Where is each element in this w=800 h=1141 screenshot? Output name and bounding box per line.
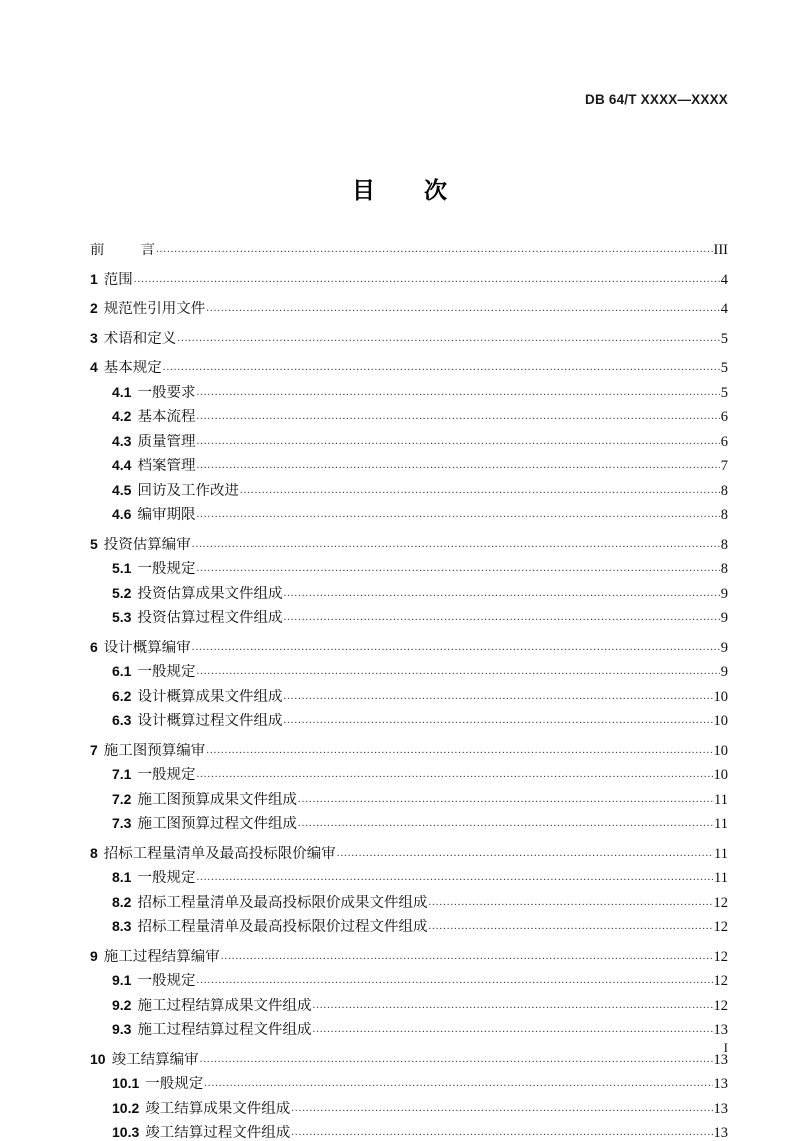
toc-entry-page-number: 6 xyxy=(720,433,728,449)
toc-entry-label xyxy=(90,640,191,656)
toc-entry-text: 竣工结算过程文件组成 xyxy=(145,1125,291,1141)
toc-entry[interactable] xyxy=(90,713,728,729)
toc-entry-label xyxy=(90,846,336,862)
toc-entry-number: 4.5 xyxy=(112,482,132,498)
toc-entry-label xyxy=(112,816,297,832)
toc-entry-page-number: 8 xyxy=(720,536,728,552)
toc-entry-page-number: 13 xyxy=(713,1022,728,1038)
toc-leader-dots xyxy=(196,872,713,883)
toc-entry[interactable] xyxy=(90,1101,728,1117)
toc-entry-label xyxy=(90,272,133,288)
toc-leader-dots xyxy=(240,485,720,496)
toc-entry-label xyxy=(112,689,282,705)
toc-leader-dots xyxy=(196,436,719,447)
toc-entry-text: 施工图预算编审 xyxy=(103,742,206,758)
toc-entry-number: 4.4 xyxy=(112,458,132,473)
toc-entry-number: 4.6 xyxy=(112,507,132,522)
page-title: 目 次 xyxy=(352,177,448,203)
toc-leader-dots xyxy=(177,333,719,344)
toc-entry-page-number: 12 xyxy=(713,973,728,989)
toc-entry-number: 5.3 xyxy=(112,610,132,625)
toc-leader-dots xyxy=(206,303,719,314)
toc-entry[interactable] xyxy=(90,243,728,258)
toc-entry-label xyxy=(112,1125,290,1141)
toc-entry-prefix: 前 xyxy=(90,243,105,258)
toc-entry[interactable] xyxy=(90,767,728,783)
toc-leader-dots xyxy=(192,539,720,550)
toc-entry-page-number: 5 xyxy=(720,330,728,346)
toc-entry-number: 1 xyxy=(90,271,98,287)
toc-entry-label xyxy=(112,664,195,680)
toc-entry[interactable] xyxy=(90,360,728,376)
toc-entry-text: 基本流程 xyxy=(137,409,196,425)
toc-entry-label xyxy=(112,1022,311,1038)
toc-leader-dots xyxy=(204,1078,712,1089)
toc-entry-label xyxy=(90,331,176,347)
toc-entry-label xyxy=(90,949,220,965)
toc-entry-label xyxy=(112,385,195,401)
toc-leader-dots xyxy=(196,666,719,677)
toc-entry-label xyxy=(112,870,195,886)
toc-entry[interactable] xyxy=(90,434,728,450)
toc-leader-dots xyxy=(196,460,719,471)
toc-entry-text: 招标工程量清单及最高投标限价过程文件组成 xyxy=(137,919,428,935)
toc-entry-number: 7.3 xyxy=(112,816,132,831)
toc-entry-text: 竣工结算成果文件组成 xyxy=(145,1100,291,1116)
toc-entry-text: 投资估算过程文件组成 xyxy=(137,610,283,626)
toc-entry-page-number: 13 xyxy=(713,1125,728,1141)
toc-entry-label xyxy=(112,586,282,602)
toc-entry[interactable] xyxy=(90,610,728,626)
toc-entry-number: 4.2 xyxy=(112,409,132,424)
toc-entry-number: 8.1 xyxy=(112,870,132,885)
toc-entry[interactable] xyxy=(90,949,728,965)
toc-entry[interactable] xyxy=(90,743,728,759)
toc-entry-label xyxy=(112,792,297,808)
toc-entry-page-number: 11 xyxy=(714,870,728,886)
toc-entry-number: 3 xyxy=(90,330,98,346)
toc-leader-dots xyxy=(428,897,712,908)
toc-entry[interactable] xyxy=(90,458,728,474)
toc-entry[interactable] xyxy=(90,689,728,705)
toc-entry-label xyxy=(112,998,311,1014)
table-of-contents xyxy=(90,243,728,1141)
toc-entry[interactable] xyxy=(90,870,728,886)
toc-entry[interactable] xyxy=(90,816,728,832)
toc-entry-number: 9.3 xyxy=(112,1022,132,1037)
standard-number-header: DB 64/T XXXX—XXXX xyxy=(585,92,728,107)
toc-entry-page-number: 10 xyxy=(713,742,728,758)
toc-entry-label xyxy=(112,713,282,729)
toc-entry[interactable] xyxy=(90,792,728,808)
toc-entry[interactable] xyxy=(90,664,728,680)
toc-entry-text: 一般规定 xyxy=(137,767,196,783)
toc-leader-dots xyxy=(221,951,713,962)
toc-leader-dots xyxy=(196,411,719,422)
toc-entry-page-number: 9 xyxy=(720,639,728,655)
toc-entry-page-number: 10 xyxy=(713,688,728,704)
toc-entry-text: 设计概算成果文件组成 xyxy=(137,688,283,704)
toc-entry[interactable] xyxy=(90,640,728,656)
toc-entry-page-number: 13 xyxy=(713,1100,728,1116)
toc-entry-number: 7.2 xyxy=(112,791,132,807)
toc-entry-text: 基本规定 xyxy=(103,360,162,376)
toc-entry-page-number: 6 xyxy=(720,409,728,425)
toc-entry-number: 6.1 xyxy=(112,664,132,679)
toc-entry-label xyxy=(112,1076,203,1092)
toc-entry-number: 8 xyxy=(90,845,98,861)
toc-entry-page-number: 9 xyxy=(720,585,728,601)
toc-entry-page-number: 7 xyxy=(720,458,728,474)
toc-entry-number: 5.2 xyxy=(112,585,132,601)
toc-entry-page-number: 10 xyxy=(713,713,728,729)
toc-entry-label xyxy=(112,1101,290,1117)
toc-entry-number: 4.1 xyxy=(112,384,132,400)
toc-entry[interactable] xyxy=(90,331,728,347)
toc-entry[interactable] xyxy=(90,537,728,553)
toc-entry-text: 投资估算编审 xyxy=(103,536,191,552)
toc-entry-page-number: 10 xyxy=(713,767,728,783)
toc-entry-number: 6.3 xyxy=(112,713,132,728)
toc-entry-page-number: 12 xyxy=(713,894,728,910)
toc-leader-dots xyxy=(163,362,720,373)
toc-entry-label xyxy=(112,434,195,450)
toc-entry-number: 2 xyxy=(90,301,98,316)
toc-entry-text: 招标工程量清单及最高投标限价成果文件组成 xyxy=(137,894,428,910)
toc-leader-dots xyxy=(298,818,713,829)
toc-entry-page-number: 8 xyxy=(720,507,728,523)
toc-leader-dots xyxy=(312,1000,712,1011)
toc-leader-dots xyxy=(312,1024,712,1035)
toc-entry-text: 范围 xyxy=(103,271,133,287)
toc-entry-number: 5 xyxy=(90,536,98,552)
toc-entry-page-number: 5 xyxy=(720,384,728,400)
toc-leader-dots xyxy=(196,769,712,780)
toc-entry-text: 施工过程结算成果文件组成 xyxy=(137,997,312,1013)
toc-entry-text: 施工过程结算过程文件组成 xyxy=(137,1022,312,1038)
toc-leader-dots xyxy=(196,975,712,986)
toc-leader-dots xyxy=(291,1127,712,1138)
toc-entry-number: 4.3 xyxy=(112,433,132,449)
toc-entry-text: 设计概算编审 xyxy=(103,639,191,655)
toc-entry-number: 6 xyxy=(90,639,98,655)
toc-leader-dots xyxy=(156,244,713,255)
toc-entry[interactable] xyxy=(90,973,728,989)
toc-entry-page-number: 11 xyxy=(714,816,728,832)
toc-entry-page-number: 5 xyxy=(720,360,728,376)
toc-entry-text: 一般规定 xyxy=(145,1076,204,1092)
toc-entry-number: 9.2 xyxy=(112,997,132,1013)
toc-entry-text: 投资估算成果文件组成 xyxy=(137,585,283,601)
toc-entry-text: 招标工程量清单及最高投标限价编审 xyxy=(103,845,336,861)
toc-entry-label xyxy=(112,458,195,474)
toc-entry-text: 施工图预算成果文件组成 xyxy=(137,791,297,807)
toc-leader-dots xyxy=(206,745,712,756)
toc-entry-label xyxy=(112,507,195,523)
toc-leader-dots xyxy=(283,588,719,599)
toc-entry-label xyxy=(112,895,427,911)
toc-entry-label xyxy=(112,409,195,425)
toc-leader-dots xyxy=(428,921,712,932)
toc-entry[interactable] xyxy=(90,586,728,602)
toc-entry-label xyxy=(112,767,195,783)
toc-entry-page-number: 11 xyxy=(714,791,728,807)
toc-entry-text: 质量管理 xyxy=(137,433,196,449)
toc-entry[interactable] xyxy=(90,301,728,317)
toc-entry-page-number: 12 xyxy=(713,948,728,964)
toc-entry-label xyxy=(90,537,191,553)
toc-leader-dots xyxy=(196,563,719,574)
toc-entry-text: 施工图预算过程文件组成 xyxy=(137,816,297,832)
toc-leader-dots xyxy=(298,794,713,805)
toc-entry[interactable] xyxy=(90,1076,728,1092)
toc-entry-text: 编审期限 xyxy=(137,507,196,523)
toc-entry-text: 竣工结算编审 xyxy=(111,1051,199,1067)
toc-entry[interactable] xyxy=(90,483,728,499)
toc-entry-text: 一般规定 xyxy=(137,973,196,989)
toc-entry-label xyxy=(112,973,195,989)
toc-entry[interactable] xyxy=(90,1125,728,1141)
toc-entry-page-number: 13 xyxy=(713,1076,728,1092)
toc-entry-number: 7 xyxy=(90,742,98,758)
toc-entry-page-number: 11 xyxy=(714,845,728,861)
toc-entry-text: 一般规定 xyxy=(137,561,196,577)
toc-entry[interactable] xyxy=(90,1022,728,1038)
toc-leader-dots xyxy=(196,387,719,398)
toc-leader-dots xyxy=(337,848,713,859)
toc-entry-number: 9 xyxy=(90,948,98,964)
toc-entry-text: 言 xyxy=(140,243,155,258)
toc-entry-text: 施工过程结算编审 xyxy=(103,948,220,964)
toc-entry[interactable] xyxy=(90,998,728,1014)
toc-leader-dots xyxy=(134,274,720,285)
toc-entry-page-number: 8 xyxy=(720,482,728,498)
toc-entry-text: 一般规定 xyxy=(137,664,196,680)
toc-entry-number: 10 xyxy=(90,1051,106,1067)
toc-entry-number: 6.2 xyxy=(112,688,132,704)
toc-entry-label xyxy=(90,243,155,258)
toc-leader-dots xyxy=(291,1103,712,1114)
toc-entry-label xyxy=(112,483,239,499)
toc-entry-number: 4 xyxy=(90,360,98,375)
toc-entry-text: 一般要求 xyxy=(137,384,196,400)
toc-entry[interactable] xyxy=(90,919,728,935)
toc-entry[interactable] xyxy=(90,895,728,911)
toc-entry-number: 10.1 xyxy=(112,1076,140,1091)
toc-entry-text: 回访及工作改进 xyxy=(137,482,239,498)
toc-entry-text: 一般规定 xyxy=(137,870,196,886)
toc-entry-number: 8.3 xyxy=(112,919,132,934)
toc-entry-label xyxy=(90,743,205,759)
toc-entry-page-number: III xyxy=(713,243,728,258)
toc-entry[interactable] xyxy=(90,561,728,577)
toc-entry-page-number: 4 xyxy=(720,301,728,317)
toc-entry-text: 设计概算过程文件组成 xyxy=(137,713,283,729)
toc-entry[interactable] xyxy=(90,409,728,425)
toc-entry-page-number: 12 xyxy=(713,997,728,1013)
toc-entry-number: 9.1 xyxy=(112,973,132,988)
toc-entry-page-number: 12 xyxy=(713,919,728,935)
toc-leader-dots xyxy=(196,509,719,520)
toc-entry-label xyxy=(90,360,162,376)
toc-entry-number: 5.1 xyxy=(112,561,132,576)
toc-leader-dots xyxy=(283,715,712,726)
toc-entry-text: 术语和定义 xyxy=(103,330,177,346)
toc-entry-text: 规范性引用文件 xyxy=(103,301,206,317)
toc-entry-label xyxy=(112,561,195,577)
toc-entry-page-number: 8 xyxy=(720,561,728,577)
toc-entry-page-number: 9 xyxy=(720,610,728,626)
toc-entry-number: 7.1 xyxy=(112,767,132,782)
toc-entry[interactable] xyxy=(90,846,728,862)
toc-entry-number: 10.2 xyxy=(112,1100,140,1116)
toc-entry[interactable] xyxy=(90,272,728,288)
toc-entry[interactable] xyxy=(90,385,728,401)
toc-leader-dots xyxy=(283,612,719,623)
toc-entry-label xyxy=(112,919,427,935)
toc-entry-label xyxy=(112,610,282,626)
toc-entry[interactable] xyxy=(90,507,728,523)
toc-entry-label xyxy=(90,301,205,317)
toc-leader-dots xyxy=(192,642,720,653)
toc-entry-page-number: 9 xyxy=(720,664,728,680)
toc-entry-page-number: 13 xyxy=(713,1051,728,1067)
footer-page-number: I xyxy=(723,1040,728,1055)
toc-entry-page-number: 4 xyxy=(720,271,728,287)
toc-entry-text: 档案管理 xyxy=(137,458,196,474)
toc-entry-number: 10.3 xyxy=(112,1125,140,1140)
toc-leader-dots xyxy=(283,691,712,702)
toc-entry-number: 8.2 xyxy=(112,894,132,910)
